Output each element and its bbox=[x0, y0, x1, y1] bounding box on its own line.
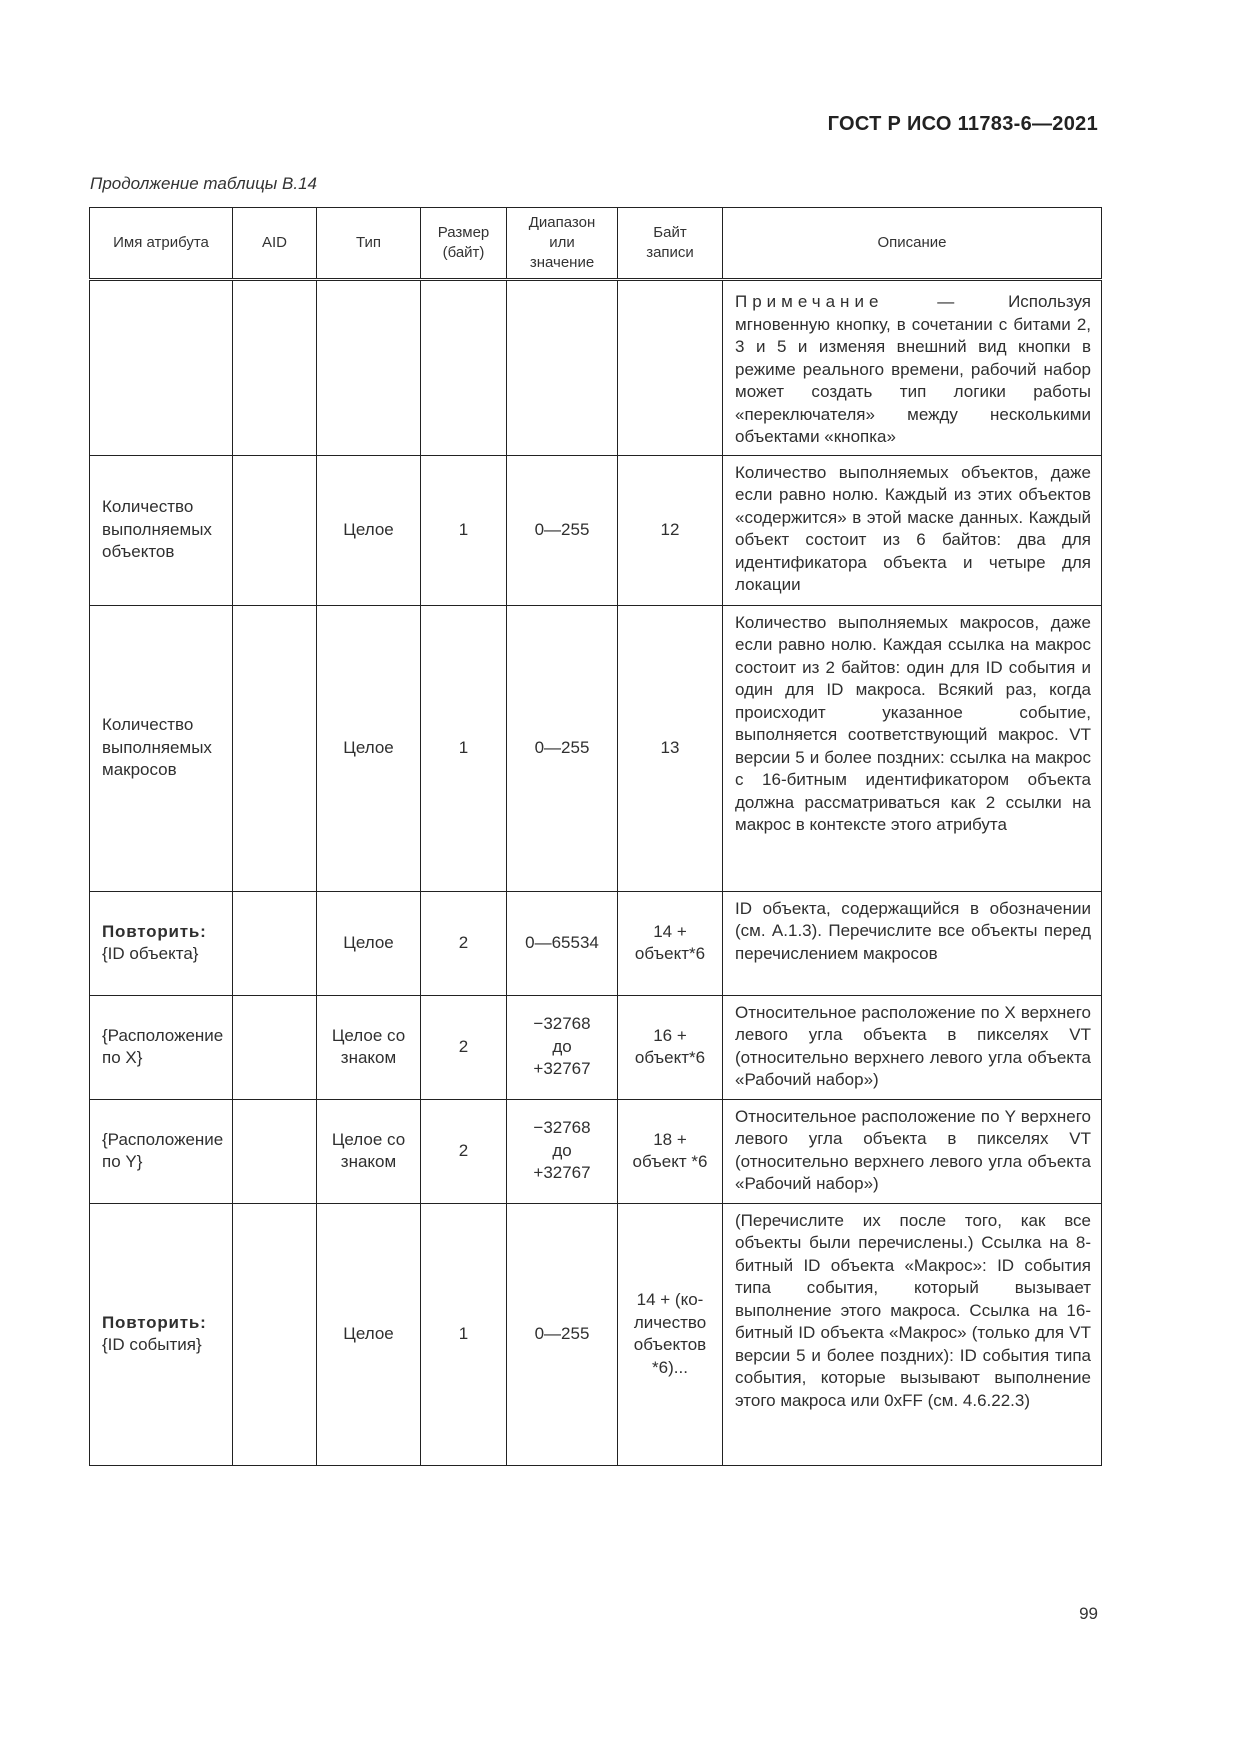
range-cell bbox=[507, 280, 618, 456]
range-cell: −32768 до +32767 bbox=[507, 1099, 618, 1203]
size-cell: 1 bbox=[421, 1203, 507, 1465]
range-cell: 0—255 bbox=[507, 455, 618, 605]
description-cell bbox=[723, 280, 1102, 456]
column-header-type: Тип bbox=[317, 208, 421, 280]
attribute-name-cell bbox=[90, 891, 233, 995]
attribute-name-cell bbox=[90, 280, 233, 456]
column-header-size: Размер (байт) bbox=[421, 208, 507, 280]
attribute-name: Количество выполняемых объектов bbox=[102, 497, 212, 562]
record-byte-cell: 16 + объект*6 bbox=[618, 995, 723, 1099]
range-cell: 0—65534 bbox=[507, 891, 618, 995]
type-cell: Целое bbox=[317, 455, 421, 605]
table-row bbox=[90, 1099, 1102, 1203]
aid-cell bbox=[233, 455, 317, 605]
aid-cell bbox=[233, 280, 317, 456]
table-row bbox=[90, 1203, 1102, 1465]
column-header-range: Диапазон или значение bbox=[507, 208, 618, 280]
size-cell: 2 bbox=[421, 995, 507, 1099]
column-header-description: Описание bbox=[723, 208, 1102, 280]
type-cell: Целое bbox=[317, 891, 421, 995]
type-cell: Целое со знаком bbox=[317, 1099, 421, 1203]
record-byte-cell: 12 bbox=[618, 455, 723, 605]
attribute-name: {Расположение по X} bbox=[102, 1025, 224, 1067]
table-header-row bbox=[90, 208, 1102, 280]
size-cell: 2 bbox=[421, 1099, 507, 1203]
description-cell: Относительное расположение по X верхнего левого угла объекта в пикселях VT (относительно верхнего левого угла объекта «Рабочий набор») bbox=[723, 995, 1102, 1099]
range-cell: 0—255 bbox=[507, 1203, 618, 1465]
type-cell: Целое bbox=[317, 605, 421, 891]
attribute-name-cell bbox=[90, 1203, 233, 1465]
record-byte-cell: 18 + объект *6 bbox=[618, 1099, 723, 1203]
page-number: 99 bbox=[1079, 1604, 1098, 1623]
aid-cell bbox=[233, 995, 317, 1099]
type-cell bbox=[317, 280, 421, 456]
type-cell: Целое со знаком bbox=[317, 995, 421, 1099]
size-cell bbox=[421, 280, 507, 456]
description-cell: (Перечислите их после того, как все объекты были перечислены.) Ссылка на 8-битный ID объекта «Макрос»: ID события типа события, который вызывает выполнение этого макроса. Ссылка на 16-битный ID объекта «Макрос» (только для VT версии 5 и более поздних): ID события типа события, которые вызывают выполнение этого макроса или 0xFF (см. 4.6.22.3) bbox=[723, 1203, 1102, 1465]
range-cell: −32768 до +32767 bbox=[507, 995, 618, 1099]
description-cell: ID объекта, содержащийся в обозначении (см. А.1.3). Перечислите все объекты перед перечислением макросов bbox=[723, 891, 1102, 995]
record-byte-cell bbox=[618, 280, 723, 456]
aid-cell bbox=[233, 1099, 317, 1203]
table-row bbox=[90, 455, 1102, 605]
column-header-aid: AID bbox=[233, 208, 317, 280]
description-cell: Количество выполняемых макросов, даже если равно нолю. Каждая ссылка на макрос состоит из 2 байтов: один для ID события и один для ID макроса. Всякий раз, когда происходит указанное событие, выполняется соответствующий макрос. VT версии 5 и более поздних: ссылка на макрос с 16-битным идентификатором объекта должна рассматриваться как 2 ссылки на макрос в контексте этого атрибута bbox=[723, 605, 1102, 891]
table-caption: Продолжение таблицы В.14 bbox=[90, 174, 318, 193]
attribute-name-cell bbox=[90, 605, 233, 891]
range-cell: 0—255 bbox=[507, 605, 618, 891]
attribute-name-cell bbox=[90, 1099, 233, 1203]
attribute-name-bold: Повторить: bbox=[102, 1312, 207, 1332]
column-header-record-byte: Байт записи bbox=[618, 208, 723, 280]
attributes-table bbox=[89, 207, 1102, 1466]
table-row bbox=[90, 995, 1102, 1099]
table-row bbox=[90, 891, 1102, 995]
description-cell: Относительное расположение по Y верхнего левого угла объекта в пикселях VT (относительно верхнего левого угла объекта «Рабочий набор») bbox=[723, 1099, 1102, 1203]
size-cell: 1 bbox=[421, 605, 507, 891]
attribute-name: {ID объекта} bbox=[102, 944, 199, 963]
attribute-name-bold: Повторить: bbox=[102, 921, 207, 941]
note-label: Примечание bbox=[735, 292, 884, 311]
aid-cell bbox=[233, 1203, 317, 1465]
description-text: — Используя мгновенную кнопку, в сочетании с битами 2, 3 и 5 и изменяя внешний вид кнопки в режиме реального времени, рабочий набор может создать тип логики работы «переключателя» между несколькими объектами «кнопка» bbox=[735, 292, 1091, 446]
size-cell: 1 bbox=[421, 455, 507, 605]
record-byte-cell: 14 + (количество объектов *6)... bbox=[618, 1203, 723, 1465]
attribute-name-cell bbox=[90, 455, 233, 605]
record-byte-cell: 13 bbox=[618, 605, 723, 891]
table-row bbox=[90, 280, 1102, 456]
attribute-name-cell bbox=[90, 995, 233, 1099]
attribute-name: Количество выполняемых макросов bbox=[102, 715, 212, 780]
record-byte-cell: 14 + объект*6 bbox=[618, 891, 723, 995]
type-cell: Целое bbox=[317, 1203, 421, 1465]
attribute-name: {Расположение по Y} bbox=[102, 1129, 224, 1171]
aid-cell bbox=[233, 605, 317, 891]
aid-cell bbox=[233, 891, 317, 995]
attribute-name: {ID события} bbox=[102, 1335, 202, 1354]
column-header-name: Имя атрибута bbox=[90, 208, 233, 280]
size-cell: 2 bbox=[421, 891, 507, 995]
table-row bbox=[90, 605, 1102, 891]
document-code: ГОСТ Р ИСО 11783-6—2021 bbox=[827, 113, 1098, 135]
description-cell: Количество выполняемых объектов, даже если равно нолю. Каждый из этих объектов «содержится» в этой маске данных. Каждый объект состоит из 6 байтов: два для идентификатора объекта и четыре для локации bbox=[723, 455, 1102, 605]
